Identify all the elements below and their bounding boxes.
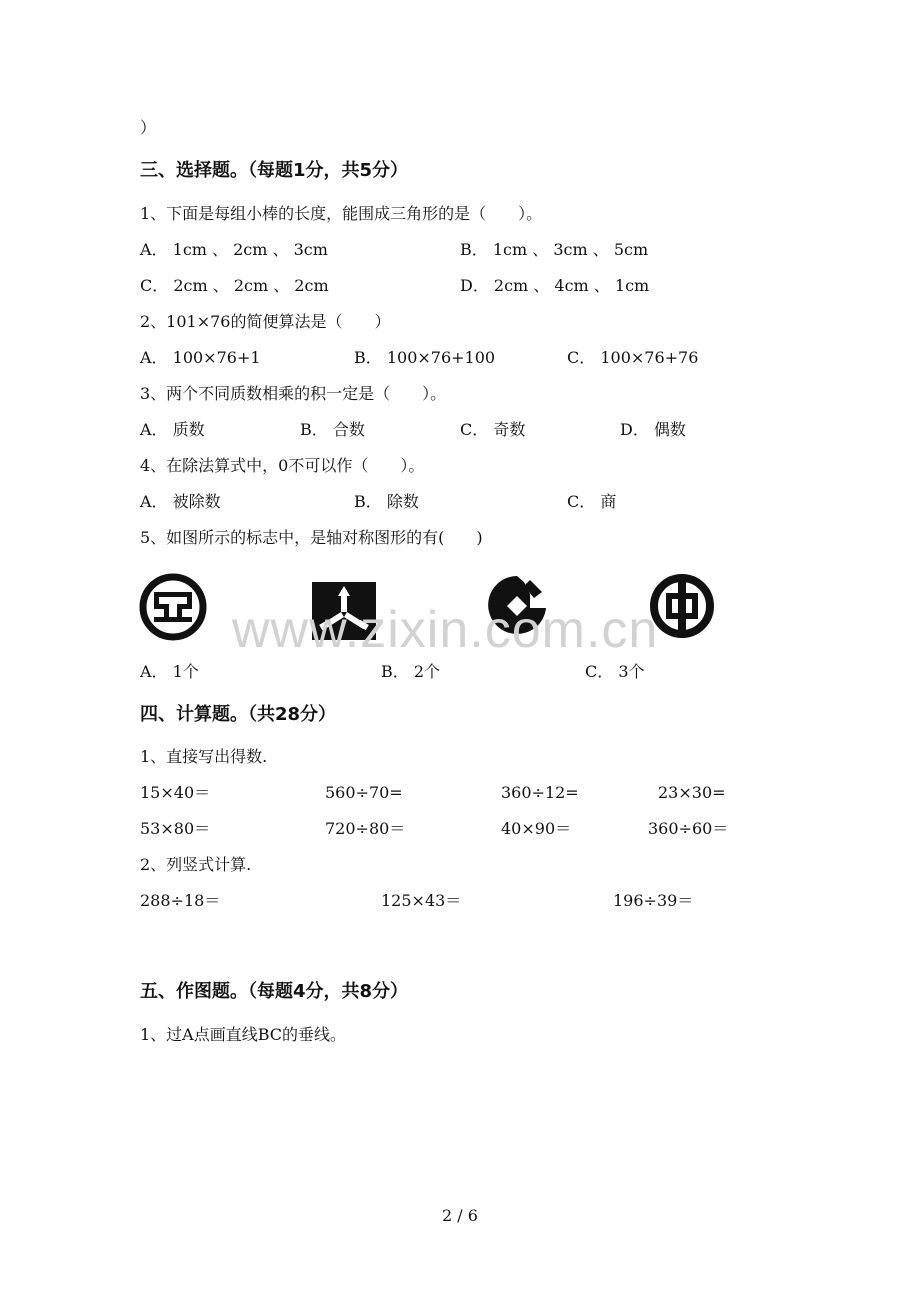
q4-option-b: B． 除数 (354, 492, 419, 511)
q5-option-a: A． 1个 (140, 662, 199, 681)
q2-option-b: B． 100×76+100 (354, 348, 496, 367)
q5-option-c: C． 3个 (585, 662, 645, 681)
calc-item: 125×43＝ (381, 891, 462, 910)
q4-option-c: C． 商 (567, 492, 617, 511)
q5-text: 5、如图所示的标志中，是轴对称图形的有( ) (140, 528, 483, 547)
bank-of-industry-logo (138, 572, 208, 642)
q5-option-b: B． 2个 (381, 662, 441, 681)
continuation-paren: ） (140, 118, 157, 137)
q3-text: 3、两个不同质数相乘的积一定是（ ）。 (140, 384, 447, 403)
watermark: www.zixin.com.cn (232, 601, 659, 659)
q4-option-a: A． 被除数 (140, 492, 221, 511)
calc-item: 360÷60＝ (648, 819, 729, 838)
calc-item: 196÷39＝ (613, 891, 694, 910)
q3-option-c: C． 奇数 (460, 420, 526, 439)
q1-option-b: B． 1cm 、 3cm 、 5cm (460, 240, 649, 259)
calc-item: 720÷80＝ (325, 819, 406, 838)
q1-text: 1、下面是每组小棒的长度，能围成三角形的是（ ）。 (140, 204, 543, 223)
q4-text: 4、在除法算式中，0不可以作（ ）。 (140, 456, 425, 475)
q3-option-b: B． 合数 (300, 420, 365, 439)
drawing-q1-text: 1、过A点画直线BC的垂线。 (140, 1025, 347, 1044)
calc-item: 360÷12= (501, 783, 579, 802)
q1-option-a: A． 1cm 、 2cm 、 3cm (140, 240, 328, 259)
calc-item: 23×30= (658, 783, 726, 802)
q3-option-d: D． 偶数 (620, 420, 686, 439)
section4-title: 四、计算题。（共28分） (140, 704, 337, 725)
calc-q1-title: 1、直接写出得数. (140, 747, 268, 766)
calc-item: 288÷18＝ (140, 891, 221, 910)
q3-option-a: A． 质数 (140, 420, 205, 439)
calc-q2-title: 2、列竖式计算. (140, 855, 252, 874)
q1-option-c: C． 2cm 、 2cm 、 2cm (140, 276, 329, 295)
construction-bank-logo (484, 572, 550, 638)
page-number: 2 / 6 (442, 1206, 478, 1225)
q2-option-a: A． 100×76+1 (140, 348, 261, 367)
calc-item: 560÷70= (325, 783, 403, 802)
trident-logo (312, 582, 376, 640)
calc-item: 53×80＝ (140, 819, 211, 838)
q1-option-d: D． 2cm 、 4cm 、 1cm (460, 276, 650, 295)
q2-text: 2、101×76的简便算法是（ ） (140, 312, 391, 331)
bank-of-china-logo (648, 572, 716, 640)
calc-item: 40×90＝ (501, 819, 572, 838)
q2-option-c: C． 100×76+76 (567, 348, 699, 367)
calc-item: 15×40＝ (140, 783, 211, 802)
section5-title: 五、作图题。（每题4分，共8分） (140, 981, 409, 1002)
section3-title: 三、选择题。（每题1分，共5分） (140, 160, 409, 181)
